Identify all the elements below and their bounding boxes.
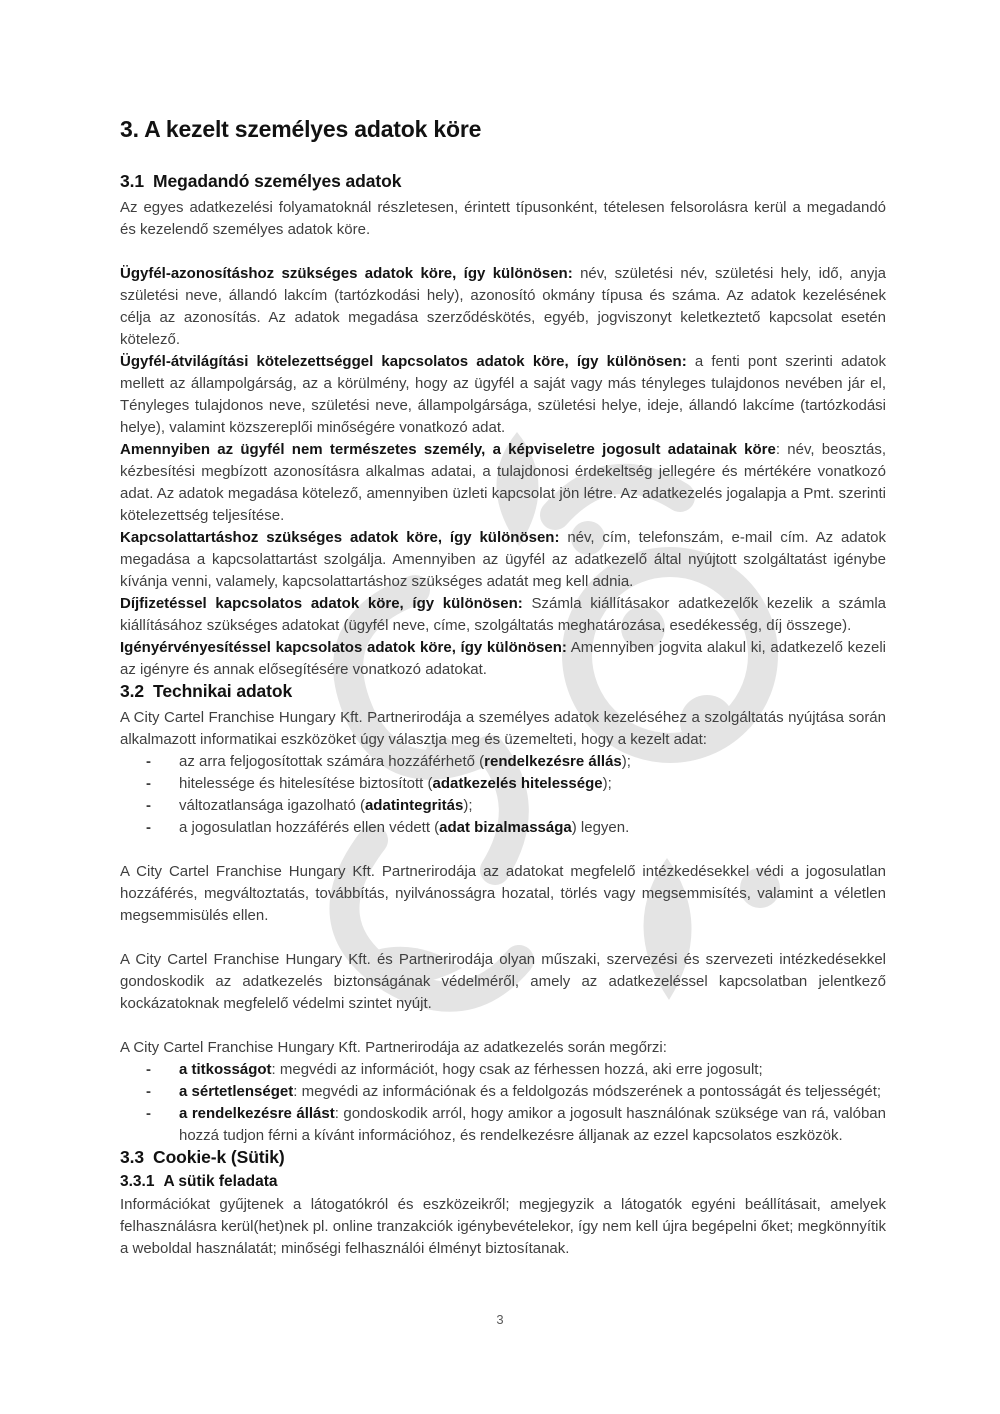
paragraph-text: a fenti pont szerinti adatok mellett az állampolgárság, az a körülmény, hogy az ügyfél a saját vagy más tényleges tulajdonos nevében jár el, Tényleges tulajdonos neve, születési neve, állampolgársága, születési helye, ideje, állandó lakcíme (tartózkodási helye), valamint közszereplői minőségére vonatkozó adat.: [120, 353, 886, 436]
bullet-bold: rendelkezésre állás: [484, 753, 622, 770]
section-label: Technikai adatok: [153, 681, 293, 701]
paragraph-3-2-intro: A City Cartel Franchise Hungary Kft. Partnerirodája a személyes adatok kezeléséhez a szolgáltatás nyújtása során alkalmazott informatikai eszközöket úgy választja meg és üzemelteti, hogy a kezelt adat:: [120, 709, 886, 748]
page-number: 3: [496, 1312, 504, 1327]
spacer: [120, 839, 886, 861]
bullet-bold: a sértetlenséget: [179, 1083, 294, 1100]
bullet-bold: a titkosságot: [179, 1061, 272, 1078]
document-body: [120, 116, 886, 1260]
section-heading-3-2: [120, 681, 886, 702]
bullet-post: : megvédi az információnak és a feldolgozás módszerének a pontosságát és teljességét;: [293, 1083, 882, 1100]
bullet-text: [179, 773, 886, 795]
bullet-post: : gondoskodik arról, hogy amikor a jogosult használónak szüksége van rá, valóban hozzá tudjon férni a kívánt információhoz, és rendelkezésre álljanak az ezzel kapcsolatos eszközök.: [179, 1105, 886, 1144]
bullet-post: ) legyen.: [571, 819, 630, 836]
paragraph-3-1-intro: Az egyes adatkezelési folyamatoknál részletesen, érintett típusonként, tételesen felsorolásra kerül a megadandó és kezelendő személyes adatok köre.: [120, 199, 886, 238]
paragraph-preserves-intro: A City Cartel Franchise Hungary Kft. Partnerirodája az adatkezelés során megőrzi:: [120, 1039, 667, 1056]
bullet-post: );: [621, 753, 631, 770]
bullet-text: [179, 751, 886, 773]
bold-lead: Amennyiben az ügyfél nem természetes személy, a képviseletre jogosult adatainak köre: [120, 441, 776, 458]
paragraph-representative-data: [120, 439, 886, 527]
section-number: 3.1: [120, 171, 145, 191]
list-item: [120, 751, 886, 773]
spacer: [120, 241, 886, 263]
paragraph-client-due-diligence: [120, 351, 886, 439]
bullet-marker: -: [146, 1083, 151, 1100]
section-heading-3-1: [120, 171, 886, 192]
bullet-post: );: [463, 797, 473, 814]
bullet-marker: -: [146, 753, 151, 770]
list-item: [120, 1059, 886, 1081]
paragraph-contact-data: [120, 527, 886, 593]
subsection-heading-3-3-1: [120, 1173, 886, 1191]
bullet-bold: adatkezelés hitelessége: [432, 775, 603, 792]
section-label: Megadandó személyes adatok: [153, 171, 402, 191]
spacer: [120, 1015, 886, 1037]
bullet-text: [179, 1059, 886, 1081]
bullet-bold: adatintegritás: [364, 797, 464, 814]
bullet-post: : megvédi az információt, hogy csak az férhessen hozzá, aki erre jogosult;: [271, 1061, 763, 1078]
section-number: 3.3: [120, 1147, 145, 1167]
bullet-text: [179, 1081, 886, 1103]
bold-lead: Díjfizetéssel kapcsolatos adatok köre, így különösen:: [120, 595, 523, 612]
bullet-text: [179, 795, 886, 817]
list-item: [120, 1103, 886, 1147]
bullet-marker: -: [146, 797, 151, 814]
bold-lead: Ügyfél-azonosításhoz szükséges adatok köre, így különösen:: [120, 265, 573, 282]
list-item: [120, 773, 886, 795]
paragraph-text: Amennyiben jogvita alakul ki, adatkezelő kezeli az igényre és annak elősegítésére vonatkozó adatokat.: [120, 639, 886, 678]
bullet-pre: a jogosulatlan hozzáférés ellen védett (: [179, 819, 440, 836]
bullet-bold: a rendelkezésre állást: [179, 1105, 335, 1122]
bullet-marker: -: [146, 1105, 151, 1122]
section-heading-3-3: [120, 1147, 886, 1168]
paragraph-text: név, cím, telefonszám, e-mail cím. Az adatok megadása a kapcsolattartást szolgálja. Amennyiben az ügyfél az adatkezelő által nyújtott szolgáltatást igénybe kívánja venni, valamely, kapcsolattartáshoz szükséges adatát meg kell adnia.: [120, 529, 886, 590]
subsection-number: 3.3.1: [120, 1173, 155, 1190]
paragraph-text: : név, beosztás, kézbesítési megbízott azonosításra alkalmas adatai, a tulajdonosi érdekeltség jellegére és mértékére vonatkozó adat. Az adatok megadása kötelező, amennyiben üzleti kapcsolat jön létre. Az adatkezelés jogalapja a Pmt. szerinti kötelezettség teljesítése.: [120, 441, 886, 524]
list-item: [120, 817, 886, 839]
bullet-marker: -: [146, 1061, 151, 1078]
bullet-text: [179, 817, 886, 839]
paragraph-client-identification: [120, 263, 886, 351]
paragraph-claims-data: [120, 637, 886, 681]
paragraph-text: név, születési név, születési hely, idő, anyja születési neve, állandó lakcím (tartózkodási hely), azonosító okmány típusa és száma. Az adatok kezelésének célja az azonosítás. Az adatok megadása szerződéskötés, egyéb, jogviszonyt keletkeztető kapcsolat esetén kötelező.: [120, 265, 887, 348]
section-number: 3.2: [120, 681, 145, 701]
list-item: [120, 1081, 886, 1103]
subsection-label: A sütik feladata: [163, 1173, 278, 1190]
paragraph-security-measures: A City Cartel Franchise Hungary Kft. és Partnerirodája olyan műszaki, szervezési és szervezeti intézkedésekkel gondoskodik az adatkezelés biztonságának védelméről, amely az adatkezeléssel kapcsolatban jelentkező kockázatoknak megfelelő védelmi szintet nyújt.: [120, 951, 886, 1012]
bold-lead: Igényérvényesítéssel kapcsolatos adatok köre, így különösen:: [120, 639, 567, 656]
bullet-pre: változatlansága igazolható (: [179, 797, 365, 814]
paragraph-payment-data: [120, 593, 886, 637]
paragraph-text: Számla kiállításakor adatkezelők kezelik a számla kiállításához szükséges adatokat (ügyfél neve, címe, szolgáltatás meghatározása, esedékesség, díj összege).: [120, 595, 887, 634]
page-title: 3. A kezelt személyes adatok köre: [120, 116, 482, 142]
spacer: [120, 927, 886, 949]
section-label: Cookie-k (Sütik): [153, 1147, 285, 1167]
bullet-bold: adat bizalmassága: [439, 819, 572, 836]
bullet-marker: -: [146, 775, 151, 792]
bullet-post: );: [602, 775, 612, 792]
paragraph-cookies-role: Információkat gyűjtenek a látogatókról és eszközeikről; megjegyzik a látogatók egyéni beállításait, amelyek felhasználásra kerül(het)nek pl. online tranzakciók igénybevételekor, így nem kell újra begépelni őket; megkönnyítik a weboldal használatát; minőségi felhasználói élményt biztosítanak.: [120, 1196, 886, 1257]
bullet-text: [179, 1103, 886, 1147]
bold-lead: Kapcsolattartáshoz szükséges adatok köre, így különösen:: [120, 529, 560, 546]
list-item: [120, 795, 886, 817]
paragraph-data-protection: A City Cartel Franchise Hungary Kft. Partnerirodája az adatokat megfelelő intézkedésekkel védi a jogosulatlan hozzáférés, megváltoztatás, továbbítás, nyilvánosságra hozatal, törlés vagy megsemmisítés, valamint a véletlen megsemmisülés ellen.: [120, 863, 886, 924]
bullet-pre: hitelessége és hitelesítése biztosított (: [179, 775, 433, 792]
bold-lead: Ügyfél-átvilágítási kötelezettséggel kapcsolatos adatok köre, így különösen:: [120, 353, 687, 370]
bullet-pre: az arra feljogosítottak számára hozzáférhető (: [179, 753, 485, 770]
bullet-marker: -: [146, 819, 151, 836]
